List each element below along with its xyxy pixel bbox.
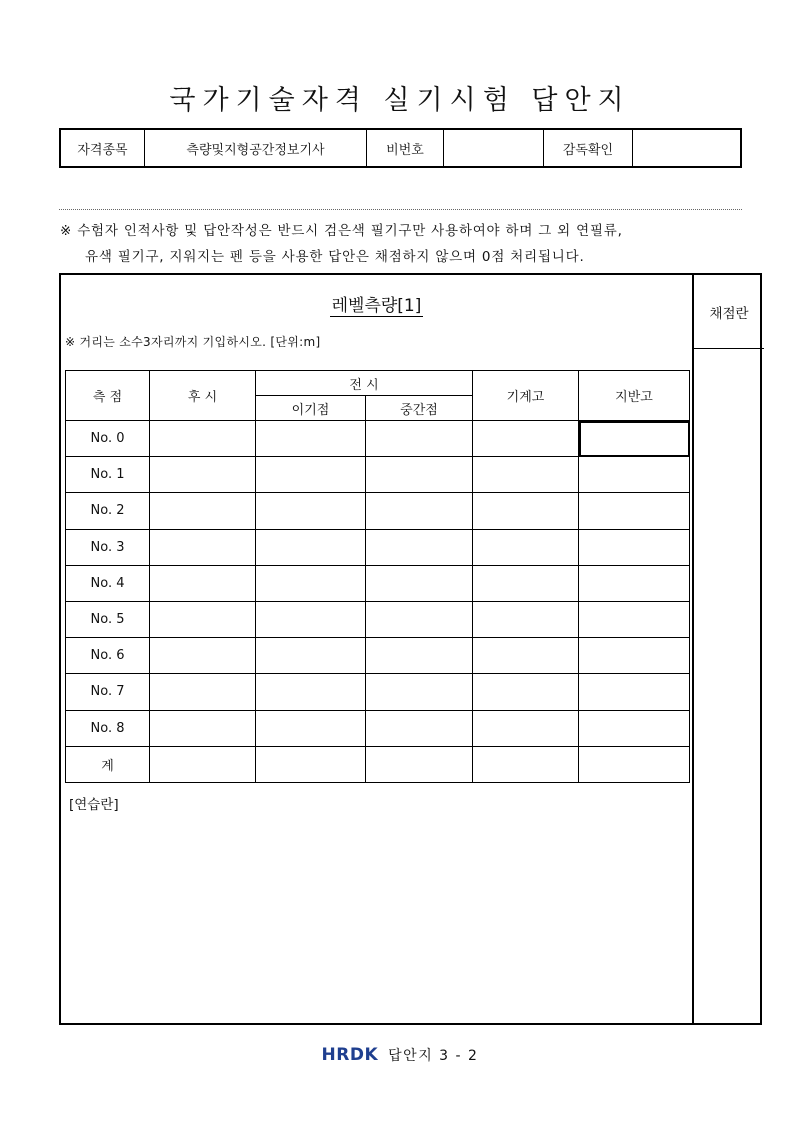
ground-height-cell[interactable] [579,638,690,674]
dotted-divider [59,209,742,210]
station-cell: No. 6 [66,638,150,674]
score-column [692,275,764,1023]
candidate-info-bar [59,128,742,168]
supervisor-check-field[interactable] [633,130,740,166]
station-cell: No. 5 [66,601,150,637]
intermediate-cell[interactable] [366,529,473,565]
backsight-cell[interactable] [150,601,256,637]
instrument-height-cell[interactable] [473,529,579,565]
backsight-cell[interactable] [150,457,256,493]
turning-cell[interactable] [256,746,366,782]
answer-frame [59,273,762,1025]
backsight-cell[interactable] [150,565,256,601]
ground-height-cell[interactable] [579,565,690,601]
station-cell: 계 [66,746,150,782]
unit-note: ※ 거리는 소수3자리까지 기입하시오. [단위:m] [65,335,321,349]
header-foresight: 전 시 [256,371,473,396]
table-row [66,746,690,782]
intermediate-cell[interactable] [366,638,473,674]
instrument-height-cell[interactable] [473,565,579,601]
seat-number-label: 비번호 [367,130,444,166]
station-cell: No. 3 [66,529,150,565]
ground-height-cell[interactable] [579,493,690,529]
station-cell: No. 0 [66,421,150,457]
backsight-cell[interactable] [150,493,256,529]
turning-cell[interactable] [256,421,366,457]
ground-height-cell[interactable] [579,710,690,746]
table-row [66,638,690,674]
ground-height-cell[interactable] [579,674,690,710]
header-intermediate-point: 중간점 [366,396,473,421]
header-station: 측 점 [66,371,150,421]
instrument-height-cell[interactable] [473,638,579,674]
hrdk-logo: HRDK [321,1045,379,1065]
turning-cell[interactable] [256,565,366,601]
ground-height-cell[interactable] [579,421,690,457]
backsight-cell[interactable] [150,529,256,565]
station-cell: No. 1 [66,457,150,493]
seat-number-field[interactable] [444,130,544,166]
backsight-cell[interactable] [150,710,256,746]
intermediate-cell[interactable] [366,565,473,601]
backsight-cell[interactable] [150,674,256,710]
qualification-label: 자격종목 [61,130,145,166]
turning-cell[interactable] [256,601,366,637]
ground-height-cell[interactable] [579,457,690,493]
intermediate-cell[interactable] [366,493,473,529]
station-cell: No. 2 [66,493,150,529]
ground-height-cell[interactable] [579,746,690,782]
instrument-height-cell[interactable] [473,493,579,529]
turning-cell[interactable] [256,710,366,746]
instrument-height-cell[interactable] [473,421,579,457]
turning-cell[interactable] [256,638,366,674]
table-row [66,674,690,710]
table-row [66,457,690,493]
station-cell: No. 4 [66,565,150,601]
header-ground-height: 지반고 [579,371,690,421]
page-number: 답안지 3 - 2 [388,1048,479,1064]
ground-height-cell[interactable] [579,601,690,637]
table-row [66,493,690,529]
intermediate-cell[interactable] [366,601,473,637]
table-row [66,421,690,457]
turning-cell[interactable] [256,457,366,493]
practice-area-label: [연습란] [69,797,119,813]
notice-line-2: 유색 필기구, 지워지는 펜 등을 사용한 답안은 채점하지 않으며 0점 처리됩니다. [85,249,585,265]
intermediate-cell[interactable] [366,674,473,710]
section-title: 레벨측량[1] [331,296,422,316]
backsight-cell[interactable] [150,421,256,457]
page-title: 국가기술자격 실기시험 답안지 [169,85,631,116]
instrument-height-cell[interactable] [473,457,579,493]
instrument-height-cell[interactable] [473,746,579,782]
ground-height-cell[interactable] [579,529,690,565]
header-backsight: 후 시 [150,371,256,421]
instrument-height-cell[interactable] [473,601,579,637]
intermediate-cell[interactable] [366,421,473,457]
intermediate-cell[interactable] [366,457,473,493]
station-cell: No. 7 [66,674,150,710]
table-row [66,529,690,565]
page-footer [0,1045,800,1065]
table-body [66,421,690,783]
turning-cell[interactable] [256,529,366,565]
intermediate-cell[interactable] [366,746,473,782]
notice-line-1: ※ 수험자 인적사항 및 답안작성은 반드시 검은색 필기구만 사용하여야 하며 그 외 연필류, [60,223,623,239]
header-instrument-height: 기계고 [473,371,579,421]
backsight-cell[interactable] [150,638,256,674]
turning-cell[interactable] [256,674,366,710]
header-turning-point: 이기점 [256,396,366,421]
turning-cell[interactable] [256,493,366,529]
table-row [66,601,690,637]
qualification-value: 측량및지형공간정보기사 [145,130,367,166]
table-row [66,710,690,746]
instrument-height-cell[interactable] [473,674,579,710]
intermediate-cell[interactable] [366,710,473,746]
station-cell: No. 8 [66,710,150,746]
leveling-table [65,370,690,783]
table-row [66,565,690,601]
instrument-height-cell[interactable] [473,710,579,746]
backsight-cell[interactable] [150,746,256,782]
score-header: 채점란 [694,275,764,349]
supervisor-check-label: 감독확인 [544,130,633,166]
instruction-notice [60,218,750,270]
